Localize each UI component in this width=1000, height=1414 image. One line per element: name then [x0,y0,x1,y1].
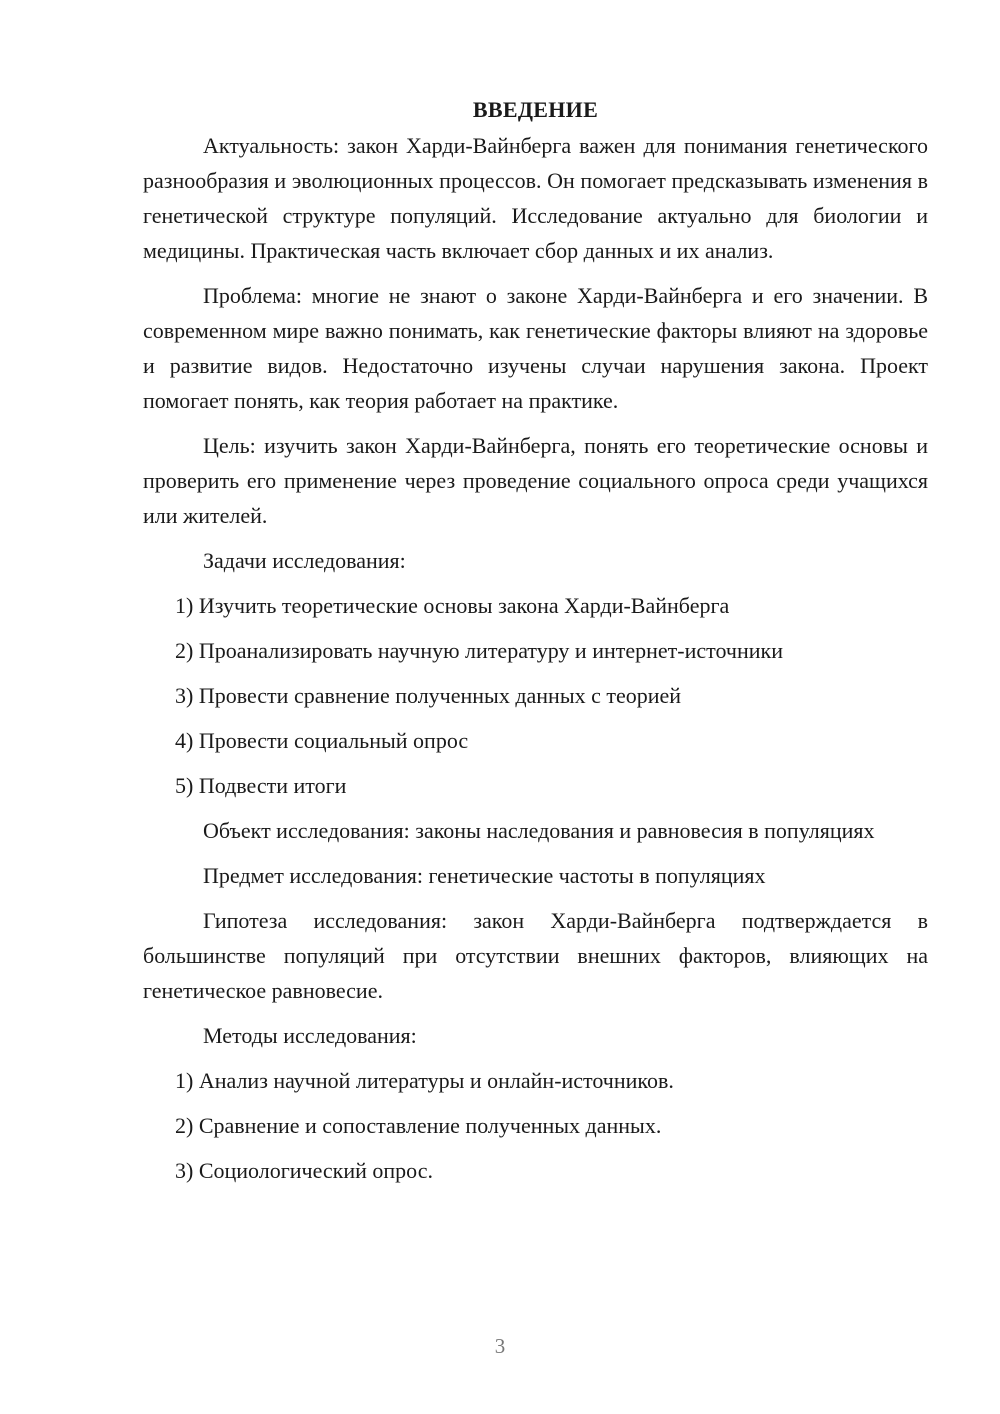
task-item: 3) Провести сравнение полученных данных с теорией [175,683,682,708]
section-heading: ВВЕДЕНИЕ [472,97,599,122]
method-item: 2) Сравнение и сопоставление полученных данных. [175,1113,662,1138]
methods-title: Методы исследования: [203,1023,417,1048]
page-number: 3 [494,1334,506,1358]
relevance-paragraph: Актуальность: закон Харди-Вайнберга важен для понимания генетического разнообразия и эволюционных процессов. Он помогает предсказывать изменения в генетической структуре популяций. Исследование актуально для биологии и медицины. Практическая часть включает сбор данных и их анализ. [143,133,928,263]
method-item: 3) Социологический опрос. [175,1158,433,1183]
task-item: 1) Изучить теоретические основы закона Харди-Вайнберга [175,593,730,618]
task-item: 5) Подвести итоги [175,773,347,798]
subject-paragraph: Предмет исследования: генетические частоты в популяциях [203,863,766,888]
page-content [143,92,928,1198]
goal-paragraph: Цель: изучить закон Харди-Вайнберга, понять его теоретические основы и проверить его применение через проведение социального опроса среди учащихся или жителей. [143,433,928,528]
problem-paragraph: Проблема: многие не знают о законе Харди-Вайнберга и его значении. В современном мире важно понимать, как генетические факторы влияют на здоровье и развитие видов. Недостаточно изучены случаи нарушения закона. Проект помогает понять, как теория работает на практике. [143,283,928,413]
object-paragraph: Объект исследования: законы наследования и равновесия в популяциях [203,818,875,843]
hypothesis-paragraph: Гипотеза исследования: закон Харди-Вайнберга подтверждается в большинстве популяций при отсутствии внешних факторов, влияющих на генетическое равновесие. [143,908,928,1003]
method-item: 1) Анализ научной литературы и онлайн-источников. [175,1068,674,1093]
tasks-title: Задачи исследования: [203,548,406,573]
task-item: 4) Провести социальный опрос [175,728,469,753]
task-item: 2) Проанализировать научную литературу и интернет-источники [175,638,783,663]
